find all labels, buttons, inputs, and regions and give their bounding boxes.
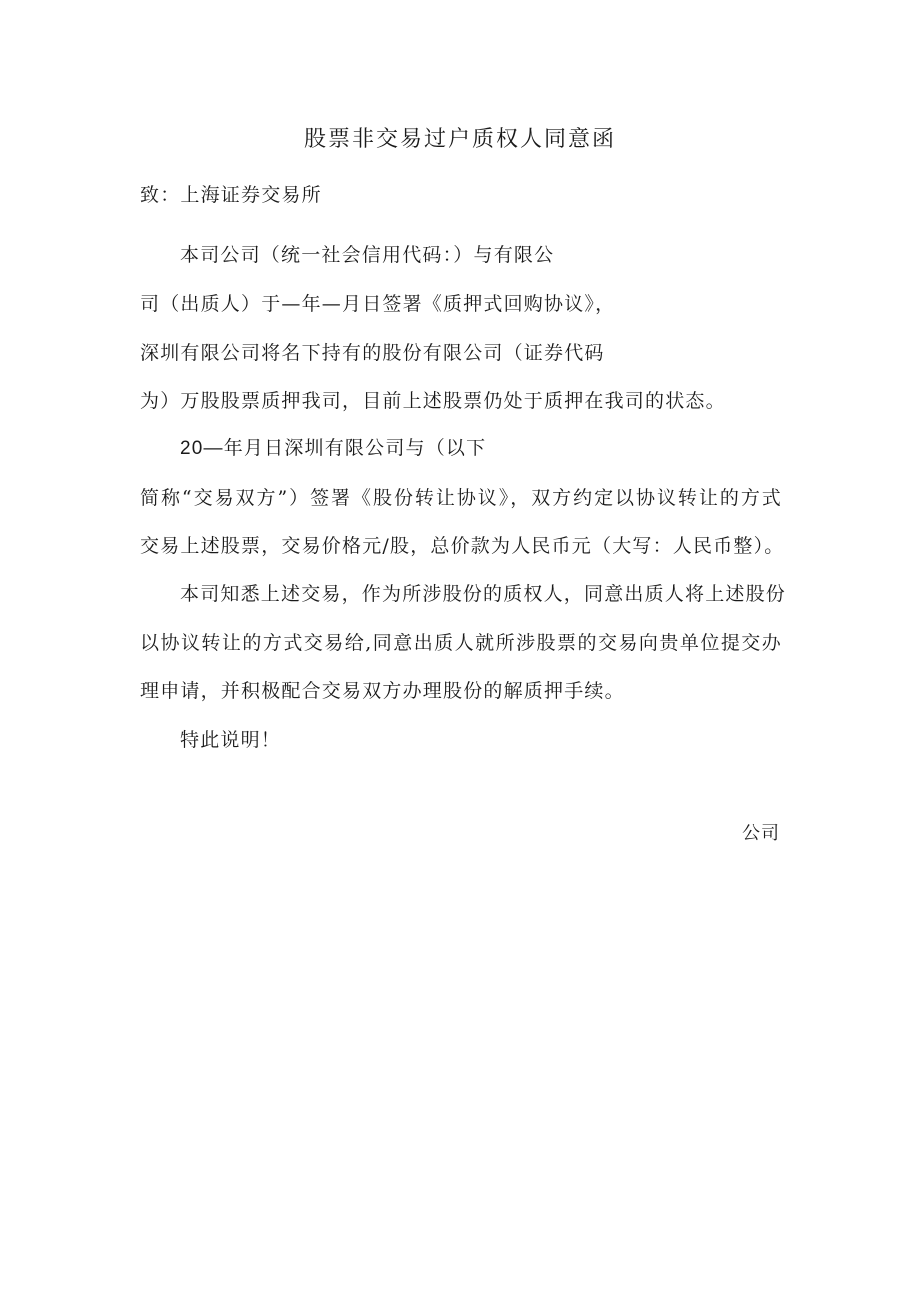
closing-line: 特此说明！ [180,729,282,751]
paragraph2-line2: 简称“交易双方”）签署《股份转让协议》，双方约定以协议转让的方式 [140,487,782,509]
signature-company: 公司 [742,823,780,844]
paragraph3-line2: 以协议转让的方式交易给,同意出质人就所涉股票的交易向贵单位提交办 [140,632,782,654]
document-title: 股票非交易过户质权人同意函 [303,127,616,152]
paragraph3-line1: 本司知悉上述交易，作为所涉股份的质权人，同意出质人将上述股份 [180,583,787,605]
paragraph2-line3: 交易上述股票，交易价格元/股，总价款为人民币元（大写：人民币整）。 [140,535,785,557]
paragraph1-line2: 司（出质人）于—年—月日签署《质押式回购协议》， [140,293,616,315]
addressee-line: 致：上海证券交易所 [140,184,322,206]
paragraph2-line1: 20—年月日深圳有限公司与（以下 [180,438,487,459]
paragraph3-line3: 理申请，并积极配合交易双方办理股份的解质押手续。 [140,680,625,702]
paragraph1-line4: 为）万股股票质押我司，目前上述股票仍处于质押在我司的状态。 [140,390,726,412]
paragraph1-line3: 深圳有限公司将名下持有的股份有限公司（证券代码 [140,342,605,364]
paragraph1-line1: 本司公司（统一社会信用代码：）与有限公 [180,244,555,266]
